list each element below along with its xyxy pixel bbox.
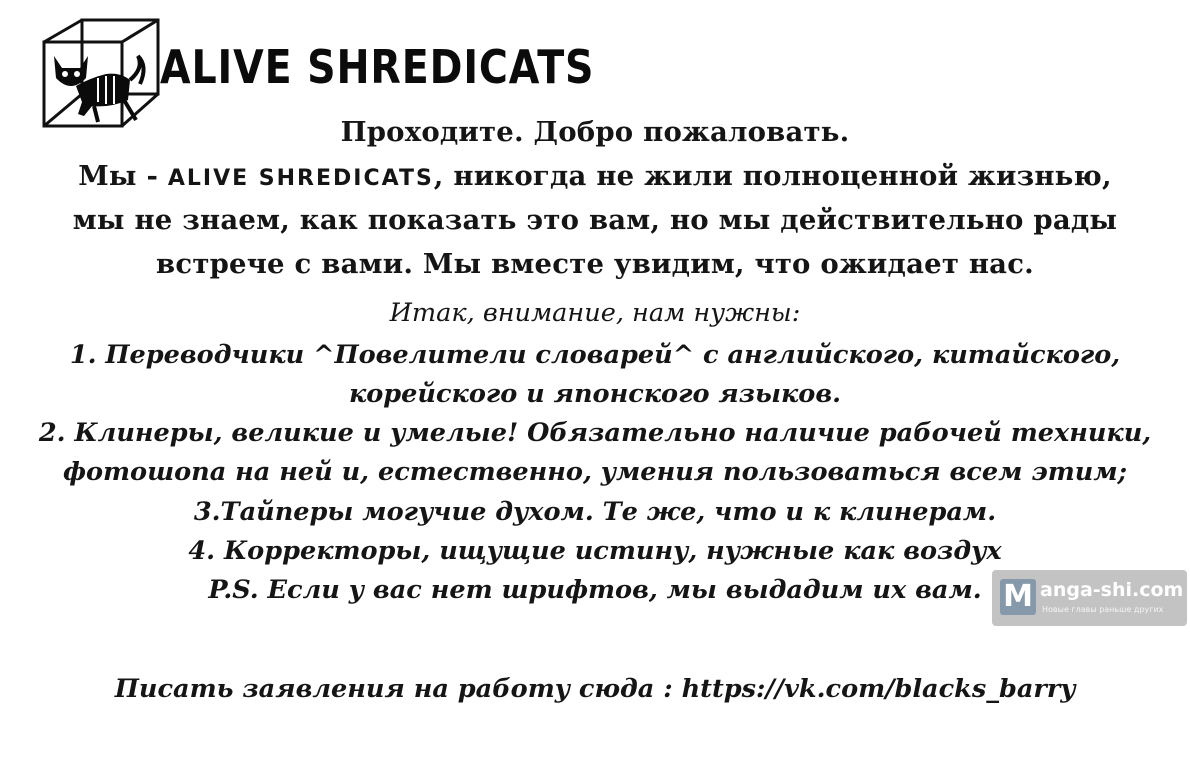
intro-line-2-suffix: , никогда не жили полноценной жизнью, [433, 160, 1112, 192]
req-item-1-line-1: 1. Переводчики ^Повелители словарей^ с английского, китайского, [69, 340, 1121, 370]
intro-line-2-prefix: Мы - [78, 160, 168, 192]
req-item-2-line-1: 2. Клинеры, великие и умелые! Обязательно наличие рабочей техники, [38, 418, 1152, 448]
watermark-logo-icon: M [1000, 579, 1036, 615]
req-item-2-line-2: фотошопа на ней и, естественно, умения пользоваться всем этим; [62, 457, 1128, 487]
intro-line-2 [0, 160, 1190, 192]
brand-title: ALIVE SHREDICATS [160, 40, 595, 94]
intro-line-1: Проходите. Добро пожаловать. [340, 116, 850, 148]
req-item-4: 4. Корректоры, ищущие истину, нужные как воздух [188, 536, 1002, 566]
intro-line-4: встрече с вами. Мы вместе увидим, что ожидает нас. [156, 248, 1034, 280]
intro-team-name: ALIVE SHREDICATS [167, 166, 434, 191]
watermark-badge [992, 570, 1187, 626]
contact-line: Писать заявления на работу сюда : https://vk.com/blacks_barry [114, 674, 1076, 704]
req-item-1-line-2: корейского и японского языков. [348, 379, 842, 409]
req-ps: P.S. Если у вас нет шрифтов, мы выдадим их вам. [208, 575, 982, 605]
intro-line-3: мы не знаем, как показать это вам, но мы действительно рады [72, 204, 1118, 236]
requirements-heading: Итак, внимание, нам нужны: [389, 298, 801, 328]
watermark-tagline: Новые главы раньше других [1042, 605, 1164, 614]
watermark-site-name: anga-shi.com [1040, 579, 1184, 601]
req-item-3: 3.Тайперы могучие духом. Те же, что и к клинерам. [193, 497, 997, 527]
